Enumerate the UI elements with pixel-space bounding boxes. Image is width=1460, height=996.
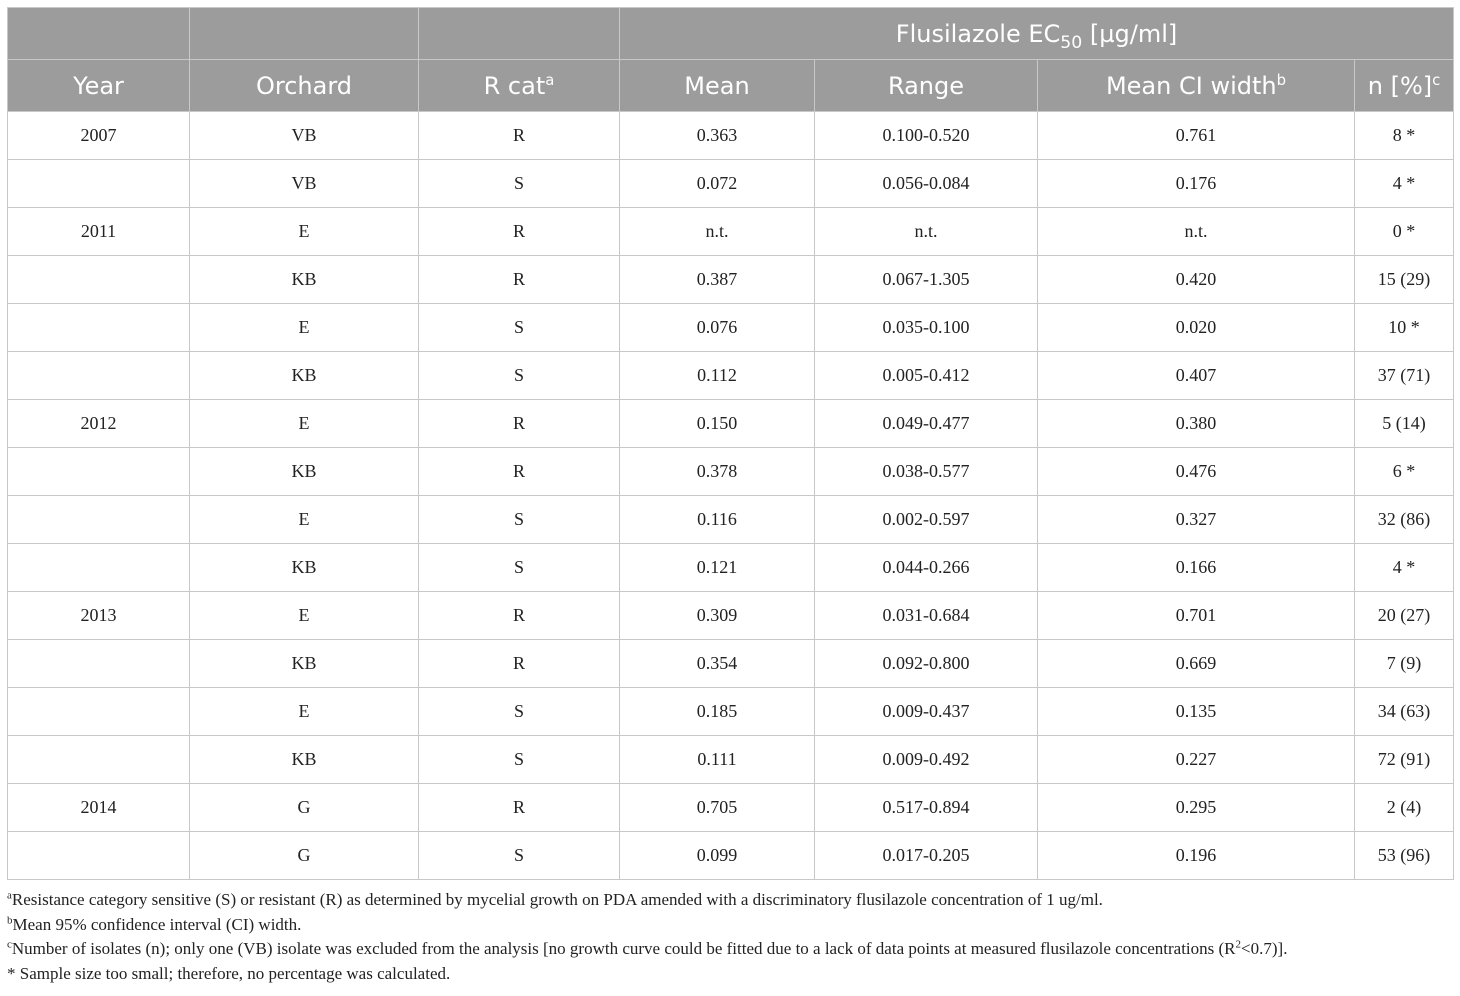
header-blank-cell [190,8,419,60]
cell-rcat: R [419,400,620,448]
cell-orchard: KB [190,448,419,496]
cell-orchard: G [190,784,419,832]
table-row [8,736,1454,784]
cell-ci-width: 0.407 [1038,352,1355,400]
cell-range: 0.067-1.305 [815,256,1038,304]
cell-range: 0.017-0.205 [815,832,1038,880]
cell-n: 34 (63) [1355,688,1454,736]
cell-year: 2011 [8,208,190,256]
table-row [8,640,1454,688]
cell-orchard: KB [190,736,419,784]
cell-year [8,544,190,592]
cell-orchard: KB [190,256,419,304]
header-blank-cell [8,8,190,60]
cell-mean: 0.354 [620,640,815,688]
cell-orchard: E [190,496,419,544]
cell-n: 53 (96) [1355,832,1454,880]
cell-year [8,496,190,544]
cell-orchard: E [190,400,419,448]
cell-ci-width: 0.020 [1038,304,1355,352]
cell-range: n.t. [815,208,1038,256]
cell-range: 0.056-0.084 [815,160,1038,208]
cell-orchard: E [190,592,419,640]
cell-mean: n.t. [620,208,815,256]
col-header-n: n [%]$^c$ [1355,60,1454,112]
cell-rcat: S [419,832,620,880]
cell-n: 6 * [1355,448,1454,496]
cell-ci-width: 0.380 [1038,400,1355,448]
cell-year [8,832,190,880]
cell-year: 2014 [8,784,190,832]
table-row [8,592,1454,640]
cell-mean: 0.150 [620,400,815,448]
cell-orchard: G [190,832,419,880]
cell-rcat: S [419,496,620,544]
cell-range: 0.009-0.492 [815,736,1038,784]
cell-ci-width: 0.420 [1038,256,1355,304]
table-row [8,832,1454,880]
cell-range: 0.044-0.266 [815,544,1038,592]
cell-ci-width: 0.761 [1038,112,1355,160]
cell-orchard: KB [190,352,419,400]
footnote-a: $^a$Resistance category sensitive (S) or resistant (R) as determined by mycelial growth on PDA amended with a discriminatory flusilazole concentration of 1 ug/ml. [7,889,1103,909]
cell-range: 0.049-0.477 [815,400,1038,448]
cell-ci-width: 0.669 [1038,640,1355,688]
cell-year: 2007 [8,112,190,160]
table-row [8,256,1454,304]
cell-rcat: R [419,448,620,496]
footnote-c: $^c$Number of isolates (n); only one (VB) isolate was excluded from the analysis [no growth curve could be fitted due to a lack of data points at measured flusilazole concentrations $(R^2<0.7)$]. [7,938,1288,958]
col-header-ci-width: Mean CI width$^b$ [1038,60,1355,112]
header-blank-cell [419,8,620,60]
cell-mean: 0.378 [620,448,815,496]
cell-n: 15 (29) [1355,256,1454,304]
column-header-row [8,60,1454,112]
cell-mean: 0.363 [620,112,815,160]
cell-rcat: R [419,784,620,832]
footnote-star: * Sample size too small; therefore, no percentage was calculated. [7,963,451,983]
table-row [8,160,1454,208]
cell-mean: 0.111 [620,736,815,784]
cell-n: 5 (14) [1355,400,1454,448]
header-group-flusilazole: Flusilazole $EC_{50}$ [µg/ml] [620,8,1454,60]
cell-mean: 0.072 [620,160,815,208]
cell-mean: 0.099 [620,832,815,880]
cell-orchard: KB [190,544,419,592]
cell-mean: 0.076 [620,304,815,352]
cell-year [8,448,190,496]
cell-ci-width: 0.327 [1038,496,1355,544]
cell-year [8,352,190,400]
cell-year [8,304,190,352]
table-row [8,352,1454,400]
cell-orchard: E [190,208,419,256]
cell-orchard: E [190,304,419,352]
table-row [8,496,1454,544]
cell-year: 2013 [8,592,190,640]
cell-rcat: S [419,688,620,736]
cell-rcat: S [419,736,620,784]
cell-n: 37 (71) [1355,352,1454,400]
table-footnotes [7,888,1453,986]
cell-mean: 0.705 [620,784,815,832]
cell-year [8,688,190,736]
cell-mean: 0.309 [620,592,815,640]
cell-year [8,256,190,304]
cell-rcat: S [419,544,620,592]
cell-mean: 0.185 [620,688,815,736]
cell-ci-width: 0.135 [1038,688,1355,736]
cell-rcat: S [419,304,620,352]
footnote-b: $^b$Mean 95% confidence interval (CI) width. [7,913,302,934]
cell-orchard: VB [190,112,419,160]
cell-range: 0.035-0.100 [815,304,1038,352]
table-row [8,400,1454,448]
table-body [8,112,1454,880]
cell-mean: 0.112 [620,352,815,400]
cell-n: 32 (86) [1355,496,1454,544]
cell-year [8,160,190,208]
cell-range: 0.100-0.520 [815,112,1038,160]
cell-ci-width: 0.227 [1038,736,1355,784]
col-header-range: Range [815,60,1038,112]
cell-rcat: R [419,256,620,304]
cell-range: 0.517-0.894 [815,784,1038,832]
cell-rcat: S [419,160,620,208]
cell-mean: 0.387 [620,256,815,304]
table-row [8,208,1454,256]
table-container [7,7,1453,986]
cell-rcat: R [419,640,620,688]
cell-n: 4 * [1355,544,1454,592]
cell-n: 4 * [1355,160,1454,208]
cell-n: 72 (91) [1355,736,1454,784]
cell-n: 20 (27) [1355,592,1454,640]
cell-mean: 0.121 [620,544,815,592]
cell-orchard: VB [190,160,419,208]
ec50-table [7,7,1454,880]
cell-rcat: S [419,352,620,400]
cell-n: 8 * [1355,112,1454,160]
cell-rcat: R [419,592,620,640]
col-header-mean: Mean [620,60,815,112]
cell-n: 10 * [1355,304,1454,352]
cell-n: 0 * [1355,208,1454,256]
table-row [8,304,1454,352]
table-row [8,784,1454,832]
cell-ci-width: 0.176 [1038,160,1355,208]
cell-range: 0.009-0.437 [815,688,1038,736]
header-group-row [8,8,1454,60]
cell-n: 7 (9) [1355,640,1454,688]
cell-range: 0.092-0.800 [815,640,1038,688]
cell-year: 2012 [8,400,190,448]
cell-range: 0.002-0.597 [815,496,1038,544]
cell-ci-width: 0.701 [1038,592,1355,640]
col-header-rcat: R cat$^a$ [419,60,620,112]
cell-orchard: KB [190,640,419,688]
cell-mean: 0.116 [620,496,815,544]
table-row [8,112,1454,160]
col-header-year: Year [8,60,190,112]
cell-ci-width: 0.166 [1038,544,1355,592]
cell-range: 0.031-0.684 [815,592,1038,640]
cell-year [8,640,190,688]
col-header-orchard: Orchard [190,60,419,112]
cell-rcat: R [419,112,620,160]
table-row [8,544,1454,592]
table-row [8,448,1454,496]
cell-orchard: E [190,688,419,736]
cell-ci-width: n.t. [1038,208,1355,256]
cell-ci-width: 0.476 [1038,448,1355,496]
cell-range: 0.038-0.577 [815,448,1038,496]
cell-year [8,736,190,784]
table-row [8,688,1454,736]
cell-rcat: R [419,208,620,256]
cell-n: 2 (4) [1355,784,1454,832]
cell-ci-width: 0.295 [1038,784,1355,832]
cell-range: 0.005-0.412 [815,352,1038,400]
cell-ci-width: 0.196 [1038,832,1355,880]
